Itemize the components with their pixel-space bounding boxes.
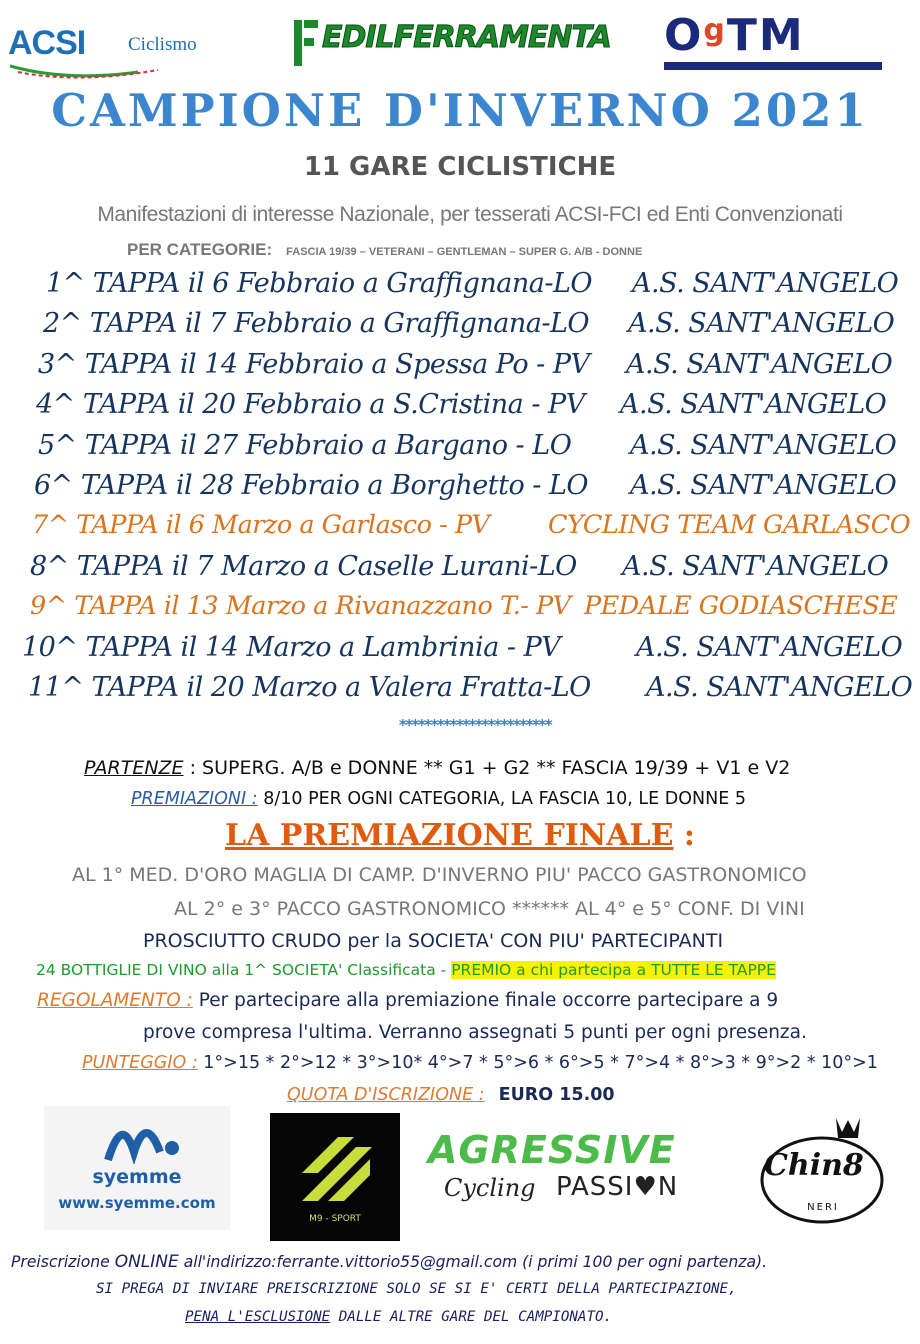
stage-row [38,348,893,380]
ogtm-logo [664,10,890,72]
stage-text: 8^ TAPPA il 7 Marzo a Caselle Lurani-LO [30,550,577,582]
stage-club: A.S. SANT'ANGELO [622,550,889,582]
ogtm-underline [664,62,882,70]
passion-text: PASSI♥N [556,1172,679,1202]
stage-text: 7^ TAPPA il 6 Marzo a Garlasco - PV [32,510,490,541]
stage-club: PEDALE GODIASCHESE [584,591,898,622]
quota-line [287,1085,615,1105]
stage-row [34,470,897,501]
edilferramenta-logo-text: EDILFERRAMENTA [322,20,611,55]
regolamento-line-2: prove compresa l'ultima. Verranno assegnati 5 punti per ogni presenza. [143,1022,807,1043]
stage-row [30,550,889,582]
chin8-sub: NERI [807,1202,839,1213]
m9-sport-logo [270,1113,400,1241]
premiazioni-line [131,789,746,809]
categories-value: FASCIA 19/39 – VETERANI – GENTLEMAN – SUPER G. A/B - DONNE [286,246,643,258]
stage-text: 9^ TAPPA il 13 Marzo a Rivanazzano T.- PV [30,591,571,622]
agressive-logo [424,1128,704,1212]
cycling-text: Cycling [444,1174,536,1202]
stage-row [36,389,887,421]
acsi-swoosh-icon [8,58,208,80]
stage-club: A.S. SANT'ANGELO [636,631,903,663]
stage-club: CYCLING TEAM GARLASCO [548,510,911,541]
stars-divider: ************************ [398,716,552,734]
partenze-line: PARTENZE : SUPERG. A/B e DONNE ** G1 + G2 ** FASCIA 19/39 + V1 e V2 [84,757,791,779]
highlight-all-stages: PREMIO a chi partecipa a TUTTE LE TAPPE [451,961,776,979]
partenze-label: PARTENZE [84,757,184,779]
finale-heading: LA PREMIAZIONE FINALE : [224,818,695,853]
stage-club: A.S. SANT'ANGELO [646,672,913,703]
stage-club: A.S. SANT'ANGELO [632,268,899,299]
stage-club: A.S. SANT'ANGELO [630,429,897,461]
stage-club: A.S. SANT'ANGELO [630,470,897,501]
syemme-url: www.syemme.com [58,1194,216,1212]
quota-value: EURO 15.00 [498,1085,615,1105]
punteggio-label: PUNTEGGIO : [82,1053,198,1073]
stage-text: 3^ TAPPA il 14 Febbraio a Spessa Po - PV [38,348,590,380]
page-title: CAMPIONE D'INVERNO 2021 [51,84,869,137]
prize-line-2: AL 2° e 3° PACCO GASTRONOMICO ****** AL 4° e 5° CONF. DI VINI [174,898,805,920]
stage-row [38,429,897,461]
regolamento-label: REGOLAMENTO : [37,990,193,1011]
acsi-logo-subtitle: Ciclismo [128,34,197,55]
syemme-logo [44,1106,230,1230]
categories-line [127,240,642,260]
description: Manifestazioni di interesse Nazionale, per tesserati ACSI-FCI ed Enti Convenzionati [97,203,843,226]
chin8-text: Chin8 [764,1148,864,1183]
edilferramenta-mark-icon [292,18,322,68]
chin8-logo [758,1114,888,1242]
premiazioni-label: PREMIAZIONI : [131,789,258,809]
categories-label: PER CATEGORIE: [127,240,273,259]
subtitle: 11 GARE CICLISTICHE [303,152,617,182]
prize-line-1: AL 1° MED. D'ORO MAGLIA DI CAMP. D'INVERNO PIU' PACCO GASTRONOMICO [72,864,807,886]
stage-text: 4^ TAPPA il 20 Febbraio a S.Cristina - PV [36,389,585,421]
stage-club: A.S. SANT'ANGELO [626,348,893,380]
stage-row [22,631,903,663]
stage-club: A.S. SANT'ANGELO [620,389,887,421]
stage-text: 10^ TAPPA il 14 Marzo a Lambrinia - PV [22,631,561,663]
acsi-logo-text: ACSI [8,24,86,62]
syemme-name: syemme [92,1166,182,1188]
regolamento-line-1: REGOLAMENTO : Per partecipare alla premiazione finale occorre partecipare a 9 [37,990,779,1011]
stage-row [46,268,899,299]
punteggio-line: PUNTEGGIO : 1°>15 * 2°>12 * 3°>10* 4°>7 * 5°>6 * 6°>5 * 7°>4 * 8°>3 * 9°>2 * 10°>1 [82,1053,878,1073]
footer-line-1: Preiscrizione ONLINE all'indirizzo:ferrante.vittorio55@gmail.com (i primi 100 per ogni partenza). [11,1252,768,1272]
stage-text: 1^ TAPPA il 6 Febbraio a Graffignana-LO [46,268,593,299]
stage-text: 2^ TAPPA il 7 Febbraio a Graffignana-LO [43,308,590,340]
stage-row [28,672,913,703]
agressive-text: AGRESSIVE [428,1128,676,1172]
stage-text: 6^ TAPPA il 28 Febbraio a Borghetto - LO [34,470,589,501]
m9-sport-text: M9 - SPORT [309,1214,361,1224]
prize-line-3: PROSCIUTTO CRUDO per la SOCIETA' CON PIU' PARTECIPANTI [143,930,724,952]
stage-text: 5^ TAPPA il 27 Febbraio a Bargano - LO [38,429,572,461]
stage-row [32,510,911,541]
stage-text: 11^ TAPPA il 20 Marzo a Valera Fratta-LO [28,672,591,703]
ogtm-logo-text: $O^gTM$ [664,10,805,61]
edilferramenta-logo [292,16,611,74]
stage-row [30,591,898,622]
prize-line-4: 24 BOTTIGLIE DI VINO alla 1^ SOCIETA' Classificata - PREMIO a chi partecipa a TUTTE LE TAPPE [36,961,776,979]
premiazioni-value: 8/10 PER OGNI CATEGORIA, LA FASCIA 10, LE DONNE 5 [257,789,746,809]
stage-row [43,308,895,340]
footer-line-2: SI PREGA DI INVIARE PREISCRIZIONE SOLO SE SI E' CERTI DELLA PARTECIPAZIONE, [96,1281,737,1297]
syemme-wave-icon [104,1112,184,1164]
footer-line-3: PENA L'ESCLUSIONE DALLE ALTRE GARE DEL CAMPIONATO. [185,1309,613,1325]
acsi-logo [8,18,208,78]
partenze-value: SUPERG. A/B e DONNE ** G1 + G2 ** FASCIA 19/39 + V1 e V2 [202,757,791,779]
stage-club: A.S. SANT'ANGELO [628,308,895,340]
m9-stripes-icon [292,1127,378,1209]
quota-label: QUOTA D'ISCRIZIONE : [287,1085,485,1105]
